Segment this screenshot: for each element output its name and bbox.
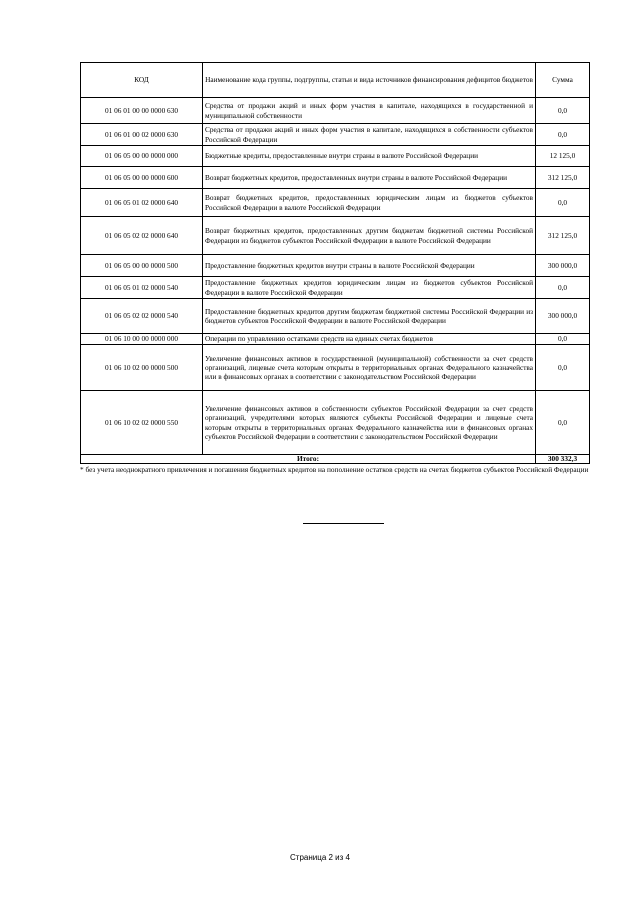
row-name: Средства от продажи акций и иных форм участия в капитале, находящихся в собственности субъектов Российской Федерации: [203, 124, 536, 146]
row-sum: 300 000,0: [536, 299, 590, 334]
row-name: Возврат бюджетных кредитов, предоставленных внутри страны в валюте Российской Федерации: [203, 167, 536, 189]
table-row: [81, 299, 590, 334]
row-name: Увеличение финансовых активов в собственности субъектов Российской Федерации за счет средств организаций, учредителями которых являются субъекты Российской Федерации и лицевые счета которым открыты в территориальных органах Федерального казначейства или в финансовых органах субъектов Российской Федерации в соответствии с законодательством Российской Федерации: [203, 391, 536, 455]
row-sum: 0,0: [536, 391, 590, 455]
row-code: 01 06 01 00 00 0000 630: [81, 98, 203, 124]
row-sum: 0,0: [536, 98, 590, 124]
row-sum: 12 125,0: [536, 146, 590, 167]
document-sheet: [80, 62, 589, 474]
table-row: [81, 334, 590, 345]
row-name: Предоставление бюджетных кредитов юридическим лицам из бюджетов субъектов Российской Федерации в валюте Российской Федерации: [203, 277, 536, 299]
row-code: 01 06 05 01 02 0000 540: [81, 277, 203, 299]
row-name: Предоставление бюджетных кредитов другим бюджетам бюджетной системы Российской Федерации из бюджетов субъектов Российской Федерации в валюте Российской Федерации: [203, 299, 536, 334]
header-sum: Сумма: [536, 63, 590, 98]
row-code: 01 06 05 00 00 0000 000: [81, 146, 203, 167]
row-name: Бюджетные кредиты, предоставленные внутри страны в валюте Российской Федерации: [203, 146, 536, 167]
table-row: [81, 345, 590, 391]
table-row: [81, 124, 590, 146]
separator-line: [303, 523, 384, 524]
table-header-row: [81, 63, 590, 98]
row-sum: 312 125,0: [536, 217, 590, 255]
row-sum: 300 000,0: [536, 255, 590, 277]
row-code: 01 06 05 01 02 0000 640: [81, 189, 203, 217]
row-sum: 0,0: [536, 124, 590, 146]
row-code: 01 06 05 02 02 0000 540: [81, 299, 203, 334]
table-row: [81, 277, 590, 299]
table-row: [81, 167, 590, 189]
total-sum: 300 332,3: [536, 455, 590, 464]
row-code: 01 06 10 02 00 0000 500: [81, 345, 203, 391]
row-name: Возврат бюджетных кредитов, предоставленных другим бюджетам бюджетной системы Российской Федерации из бюджетов субъектов Российской Федерации в валюте Российской Федерации: [203, 217, 536, 255]
row-code: 01 06 10 02 02 0000 550: [81, 391, 203, 455]
total-row: [81, 455, 590, 464]
header-code: КОД: [81, 63, 203, 98]
row-name: Увеличение финансовых активов в государственной (муниципальной) собственности за счет средств организаций, лицевые счета которым открыты в территориальных органах Федерального казначейства или в финансовых органах в соответствии с законодательством Российской Федерации: [203, 345, 536, 391]
table-row: [81, 146, 590, 167]
total-label: Итого:: [81, 455, 536, 464]
row-code: 01 06 05 00 00 0000 600: [81, 167, 203, 189]
row-sum: 312 125,0: [536, 167, 590, 189]
row-name: Предоставление бюджетных кредитов внутри страны в валюте Российской Федерации: [203, 255, 536, 277]
row-name: Операции по управлению остатками средств на единых счетах бюджетов: [203, 334, 536, 345]
financing-sources-table: [80, 62, 590, 464]
footnote: * без учета неоднократного привлечения и погашения бюджетных кредитов на пополнение остатков средств на счетах бюджетов субъектов Российской Федерации: [80, 465, 589, 474]
row-code: 01 06 05 02 02 0000 640: [81, 217, 203, 255]
row-code: 01 06 05 00 00 0000 500: [81, 255, 203, 277]
table-row: [81, 391, 590, 455]
row-code: 01 06 10 00 00 0000 000: [81, 334, 203, 345]
row-sum: 0,0: [536, 345, 590, 391]
table-row: [81, 255, 590, 277]
table-row: [81, 217, 590, 255]
table-row: [81, 189, 590, 217]
row-code: 01 06 01 00 02 0000 630: [81, 124, 203, 146]
header-name: Наименование кода группы, подгруппы, статьи и вида источников финансирования дефицитов бюджетов: [203, 63, 536, 98]
row-name: Возврат бюджетных кредитов, предоставленных юридическим лицам из бюджетов субъектов Российской Федерации в валюте Российской Федерации: [203, 189, 536, 217]
row-name: Средства от продажи акций и иных форм участия в капитале, находящихся в государственной и муниципальной собственности: [203, 98, 536, 124]
page-number: Страница 2 из 4: [290, 853, 350, 862]
row-sum: 0,0: [536, 277, 590, 299]
table-row: [81, 98, 590, 124]
row-sum: 0,0: [536, 189, 590, 217]
row-sum: 0,0: [536, 334, 590, 345]
